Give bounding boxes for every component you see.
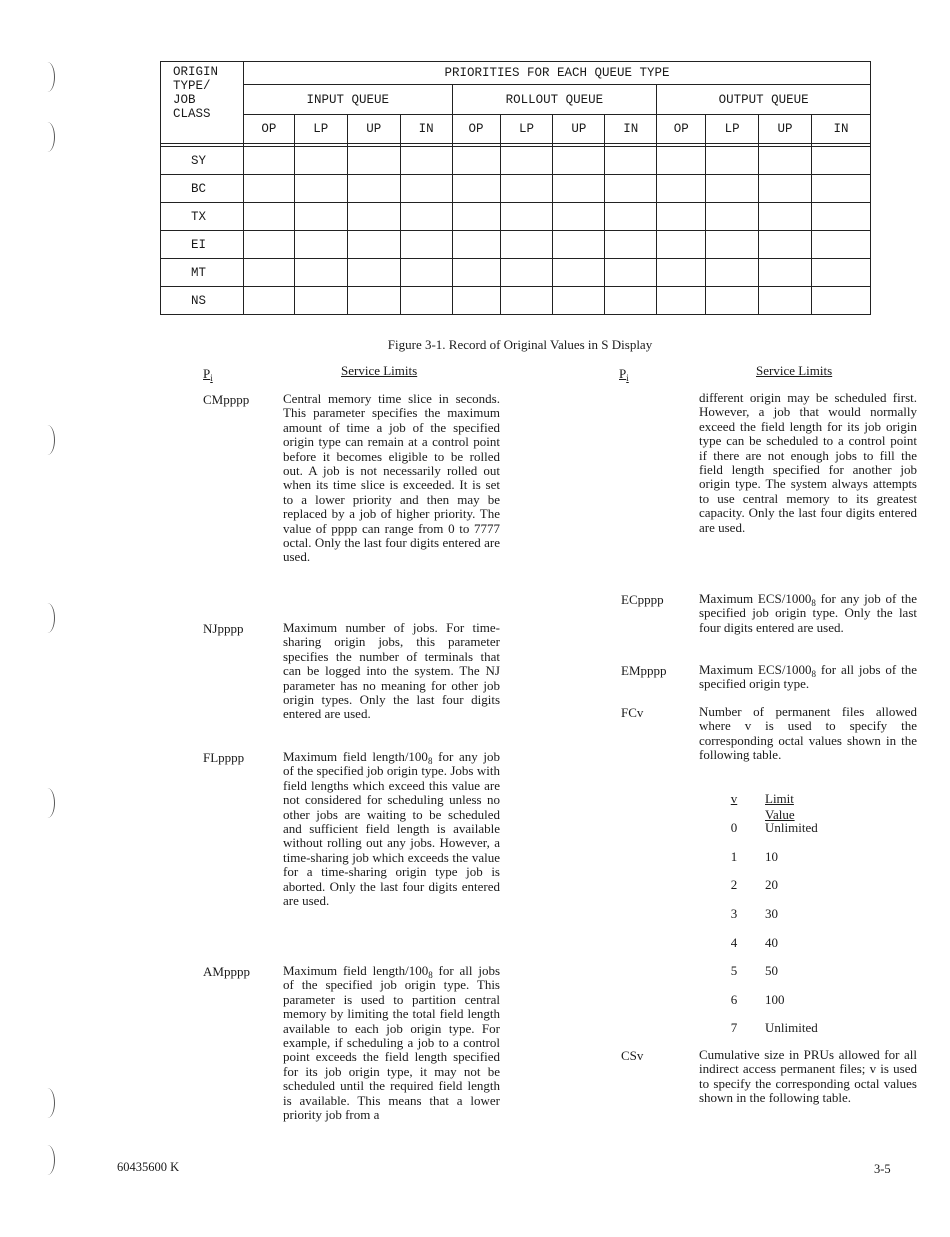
column-header: OP	[452, 115, 500, 144]
limit-value: 100	[765, 992, 785, 1007]
v-value: 5	[730, 963, 738, 978]
origin-header-line: JOB	[173, 93, 196, 107]
input-queue-header: INPUT QUEUE	[243, 85, 452, 115]
origin-header-line: ORIGIN	[173, 65, 219, 79]
param-empppp: EMpppp	[621, 663, 667, 678]
column-header: OP	[243, 115, 294, 144]
limit-value: Unlimited	[765, 1020, 818, 1035]
limit-value: 40	[765, 935, 778, 950]
job-class-cell: MT	[161, 259, 244, 287]
param-cmpppp-description: Central memory time slice in seconds. This parameter specifies the maximum amount of time a job of the specified origin type can remain at a control point before it becomes eligible to be rolled out. A job is not necessarily rolled out when its time slice is exceeded. It is set to a lower priority and then may be replaced by a job of higher priority. The value of pppp can range from 0 to 7777 octal. Only the last four digits entered are used.	[283, 391, 500, 565]
table-row	[161, 231, 871, 259]
v-value: 7	[730, 1020, 738, 1035]
column-header: UP	[553, 115, 605, 144]
column-header: IN	[605, 115, 657, 144]
job-class-cell: EI	[161, 231, 244, 259]
column-header: LP	[500, 115, 553, 144]
binder-mark	[40, 1145, 55, 1175]
limit-value: Unlimited	[765, 820, 818, 835]
column-header: IN	[812, 115, 871, 144]
column-header: LP	[706, 115, 759, 144]
v-value: 0	[730, 820, 738, 835]
table-row	[161, 259, 871, 287]
param-ampppp-description: Maximum field length/$100_8$ for all jobs of the specified job origin type. This parameter is used to partition central memory by limiting the total field length available to each job origin type. For example, if scheduling a job to a control point exceeds the field length specified for its job origin type, it may not be scheduled until the required field length is available. This means that a lower priority job from a	[283, 963, 501, 1123]
ampppp-continuation: different origin may be scheduled first. However, a job that would normally exceed the field length for its job origin type can be scheduled to a control point if there are not enough jobs to fill the field length specified for another job origin type. The system always attempts to use central memory to its greatest capacity. Only the last four digits entered are used.	[699, 390, 917, 535]
v-value: 3	[730, 906, 738, 921]
param-ampppp: AMpppp	[203, 964, 250, 979]
binder-mark	[40, 62, 55, 92]
table-row	[161, 175, 871, 203]
table-row	[161, 203, 871, 231]
param-ecpppp-description: Maximum ECS/$1000_8$ for any job of the specified job origin type. Only the last four digits entered are used.	[699, 591, 917, 635]
binder-mark	[40, 1088, 55, 1118]
table-row	[161, 147, 871, 175]
limit-value: 10	[765, 849, 778, 864]
service-limits-heading-right: Service Limits	[756, 363, 833, 378]
param-empppp-description: Maximum ECS/$1000_8$ for all jobs of the specified origin type.	[699, 662, 917, 692]
table-title: PRIORITIES FOR EACH QUEUE TYPE	[243, 62, 870, 85]
binder-mark	[40, 122, 55, 152]
column-header: LP	[294, 115, 347, 144]
pi-heading-right: $P_i$	[619, 366, 629, 383]
column-header: IN	[400, 115, 452, 144]
limit-value: 50	[765, 963, 778, 978]
binder-mark	[40, 425, 55, 455]
document-number: 60435600 K	[117, 1160, 180, 1174]
column-header: OP	[657, 115, 706, 144]
binder-mark	[40, 788, 55, 818]
param-csv-description: Cumulative size in PRUs allowed for all indirect access permanent files; v is used to specify the corresponding octal values shown in the following table.	[699, 1047, 917, 1106]
pi-heading-left: $P_i$	[203, 366, 213, 383]
job-class-cell: NS	[161, 287, 244, 315]
param-fcv-description: Number of permanent files allowed where v is used to specify the corresponding octal values shown in the following table.	[699, 704, 917, 763]
column-header: UP	[347, 115, 400, 144]
origin-type-header	[161, 62, 244, 144]
v-value: 6	[730, 992, 738, 1007]
figure-caption: Figure 3-1. Record of Original Values in S Display	[387, 337, 653, 352]
param-fcv: FCv	[621, 705, 644, 720]
job-class-cell: SY	[161, 147, 244, 175]
param-flpppp-description: Maximum field length/$100_8$ for any job of the specified job origin type. Jobs with field lengths which exceed this value are not considered for scheduling unless no other jobs are waiting to be scheduled and sufficient field length is available without rolling out any jobs. However, a time-sharing job which exceeds the value for a time-sharing origin type job is aborted. Only the last four digits entered are used.	[283, 749, 500, 909]
limit-value: 30	[765, 906, 778, 921]
binder-mark	[40, 603, 55, 633]
limit-value: 20	[765, 877, 778, 892]
output-queue-header: OUTPUT QUEUE	[657, 85, 871, 115]
param-ecpppp: ECpppp	[621, 592, 664, 607]
param-csv: CSv	[621, 1048, 644, 1063]
table-row	[161, 287, 871, 315]
page-number: 3-5	[874, 1162, 891, 1176]
job-class-cell: TX	[161, 203, 244, 231]
v-column-header: v	[730, 791, 738, 806]
param-cmpppp: CMpppp	[203, 392, 250, 407]
priorities-table	[160, 61, 871, 315]
limit-value-column-header: Limit Value	[765, 791, 795, 822]
origin-header-line: TYPE/	[173, 79, 211, 93]
v-value: 1	[730, 849, 738, 864]
param-njpppp-description: Maximum number of jobs. For time-sharing origin jobs, this parameter specifies the number of terminals that can be logged into the system. The NJ parameter has no meaning for other job origin types. Only the last four digits entered are used.	[283, 620, 500, 722]
origin-header-line: CLASS	[173, 107, 211, 121]
column-header: UP	[759, 115, 812, 144]
job-class-cell: BC	[161, 175, 244, 203]
v-value: 2	[730, 877, 738, 892]
v-value: 4	[730, 935, 738, 950]
param-njpppp: NJpppp	[203, 621, 244, 636]
param-flpppp: FLpppp	[203, 750, 245, 765]
service-limits-heading-left: Service Limits	[341, 363, 418, 378]
rollout-queue-header: ROLLOUT QUEUE	[452, 85, 657, 115]
